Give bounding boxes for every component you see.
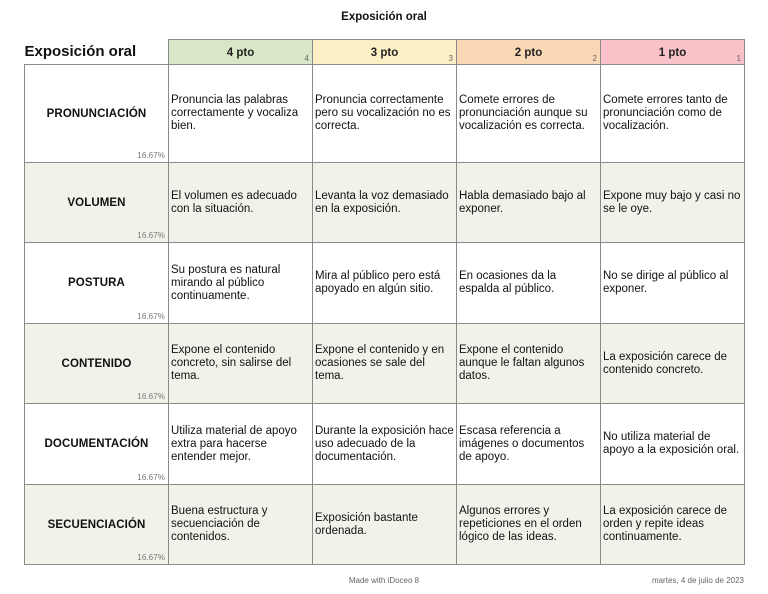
criterion-row-pronunciacion [25, 65, 745, 163]
level-header-2 [457, 40, 601, 65]
criterion-weight: 16.67% [137, 231, 165, 240]
descriptor-cell[interactable]: Durante la exposición hace uso adecuado de la documentación. [313, 404, 457, 485]
descriptor-cell[interactable]: Habla demasiado bajo al exponer. [457, 163, 601, 243]
descriptor-cell[interactable]: Su postura es natural mirando al público continuamente. [169, 243, 313, 324]
descriptor-cell[interactable]: Expone el contenido concreto, sin salirse del tema. [169, 324, 313, 404]
criterion-weight: 16.67% [137, 553, 165, 562]
descriptor-cell[interactable]: La exposición carece de contenido concreto. [601, 324, 745, 404]
descriptor-cell[interactable]: La exposición carece de orden y repite ideas continuamente. [601, 485, 745, 565]
criterion-row-contenido [25, 324, 745, 404]
descriptor-cell[interactable]: Expone el contenido aunque le faltan algunos datos. [457, 324, 601, 404]
descriptor-cell[interactable]: Pronuncia las palabras correctamente y vocaliza bien. [169, 65, 313, 163]
criterion-name [25, 404, 169, 485]
criterion-row-documentacion [25, 404, 745, 485]
criterion-weight: 16.67% [137, 312, 165, 321]
descriptor-cell[interactable]: No se dirige al público al exponer. [601, 243, 745, 324]
level-label: 4 pto [226, 47, 255, 59]
criterion-weight: 16.67% [137, 392, 165, 401]
level-label: 3 pto [370, 47, 399, 59]
criterion-label: SECUENCIACIÓN [47, 518, 146, 531]
descriptor-cell[interactable]: Levanta la voz demasiado en la exposición. [313, 163, 457, 243]
descriptor-cell[interactable]: Utiliza material de apoyo extra para hacerse entender mejor. [169, 404, 313, 485]
level-header-3 [313, 40, 457, 65]
criterion-row-postura [25, 243, 745, 324]
level-header-1 [601, 40, 745, 65]
criterion-name [25, 485, 169, 565]
descriptor-cell[interactable]: No utiliza material de apoyo a la exposición oral. [601, 404, 745, 485]
page-title: Exposición oral [341, 11, 427, 23]
rubric-table [24, 39, 745, 565]
descriptor-cell[interactable]: Exposición bastante ordenada. [313, 485, 457, 565]
descriptor-cell[interactable]: Expone muy bajo y casi no se le oye. [601, 163, 745, 243]
descriptor-cell[interactable]: Buena estructura y secuenciación de contenidos. [169, 485, 313, 565]
criterion-label: VOLUMEN [67, 196, 126, 209]
level-number: 1 [736, 54, 741, 63]
level-label: 2 pto [514, 47, 543, 59]
descriptor-cell[interactable]: Pronuncia correctamente pero su vocalización no es correcta. [313, 65, 457, 163]
descriptor-cell[interactable]: Escasa referencia a imágenes o documentos de apoyo. [457, 404, 601, 485]
descriptor-cell[interactable]: Algunos errores y repeticiones en el orden lógico de las ideas. [457, 485, 601, 565]
criterion-label: PRONUNCIACIÓN [46, 107, 147, 120]
level-label: 1 pto [658, 47, 687, 59]
made-with-footer: Made with iDoceo 8 [348, 576, 420, 585]
level-header-4 [169, 40, 313, 65]
rubric-header-row [25, 40, 745, 65]
criterion-name [25, 243, 169, 324]
criterion-name [25, 65, 169, 163]
criterion-label: CONTENIDO [61, 357, 132, 370]
criterion-name [25, 324, 169, 404]
date-footer: martes, 4 de julio de 2023 [651, 576, 744, 585]
descriptor-cell[interactable]: Mira al público pero está apoyado en algún sitio. [313, 243, 457, 324]
level-number: 4 [304, 54, 309, 63]
descriptor-cell[interactable]: Comete errores de pronunciación aunque su vocalización es correcta. [457, 65, 601, 163]
level-number: 3 [448, 54, 453, 63]
descriptor-cell[interactable]: Comete errores tanto de pronunciación como de vocalización. [601, 65, 745, 163]
descriptor-cell[interactable]: El volumen es adecuado con la situación. [169, 163, 313, 243]
criterion-weight: 16.67% [137, 151, 165, 160]
table-title: Exposición oral [25, 40, 169, 65]
descriptor-cell[interactable]: En ocasiones da la espalda al público. [457, 243, 601, 324]
descriptor-cell[interactable]: Expone el contenido y en ocasiones se sale del tema. [313, 324, 457, 404]
criterion-label: DOCUMENTACIÓN [44, 438, 149, 450]
criterion-name [25, 163, 169, 243]
criterion-row-secuenciacion [25, 485, 745, 565]
criterion-weight: 16.67% [137, 473, 165, 482]
level-number: 2 [592, 54, 597, 63]
criterion-label: POSTURA [68, 277, 125, 289]
criterion-row-volumen [25, 163, 745, 243]
